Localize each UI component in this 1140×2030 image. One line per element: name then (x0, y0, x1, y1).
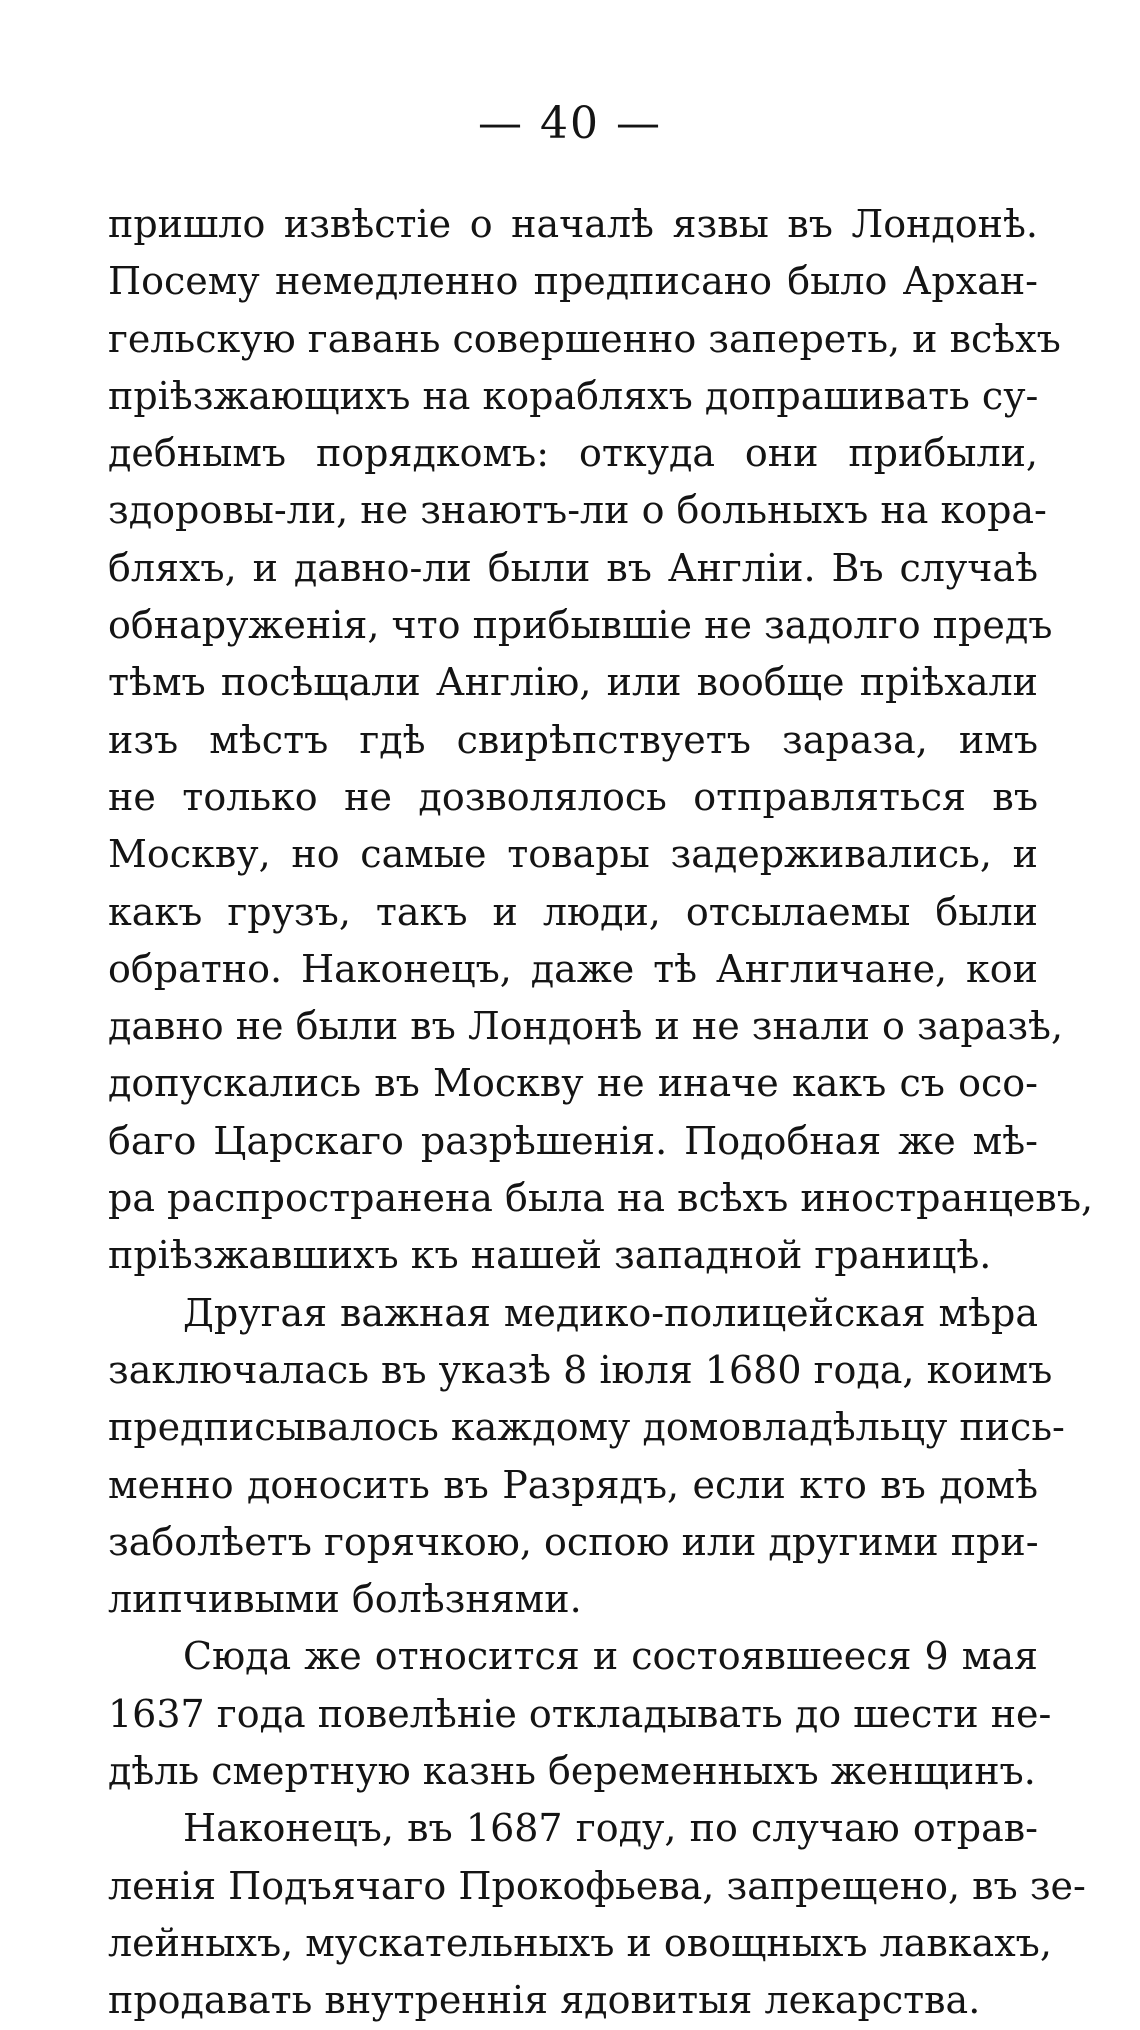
text-line: пришло извѣстіе о началѣ язвы въ Лондонѣ. (108, 202, 1038, 246)
text-line: Москву, но самые товары задерживались, и (108, 832, 1038, 877)
text-line: заболѣетъ горячкою, оспою или другими при- (108, 1519, 1039, 1564)
paragraph-end-line: продавать внутреннія ядовитыя лекарства. (108, 1978, 981, 2023)
page-number: — 40 — (478, 98, 662, 149)
text-line: лейныхъ, мускательныхъ и овощныхъ лавкахъ, (108, 1920, 1052, 1965)
text-line: допускались въ Москву не иначе какъ съ осо- (108, 1061, 1038, 1106)
body-text (108, 196, 1094, 2030)
paragraph-first-line: Другая важная медико-полицейская мѣра (183, 1290, 1038, 1335)
text-line: ра распространена была на всѣхъ иностранцевъ, (108, 1176, 1094, 1221)
text-line: предписывалось каждому домовладѣльцу пись- (108, 1405, 1065, 1450)
text-line: обнаруженія, что прибывшіе не задолго предъ (108, 603, 1053, 648)
text-line: здоровы-ли, не знаютъ-ли о больныхъ на кора- (108, 488, 1047, 533)
paragraph-end-line: дѣль смертную казнь беременныхъ женщинъ. (108, 1749, 1036, 1794)
paragraph-end-line: липчивыми болѣзнями. (108, 1577, 582, 1622)
text-line: не только не дозволялось отправляться въ (108, 774, 1038, 819)
text-line: баго Царскаго разрѣшенія. Подобная же мѣ- (108, 1118, 1038, 1163)
text-line: дебнымъ порядкомъ: откуда они прибыли, (108, 431, 1038, 476)
text-line: изъ мѣстъ гдѣ свирѣпствуетъ зараза, имъ (108, 717, 1038, 762)
text-line: бляхъ, и давно-ли были въ Англіи. Въ случаѣ (108, 545, 1038, 590)
paragraph-first-line: Сюда же относится и состоявшееся 9 мая (183, 1634, 1038, 1679)
text-line: 1637 года повелѣніе откладывать до шести не- (108, 1691, 1052, 1736)
text-line: давно не были въ Лондонѣ и не знали о заразѣ, (108, 1004, 1064, 1049)
paragraph-first-line: Наконецъ, въ 1687 году, по случаю отрав- (183, 1806, 1038, 1851)
text-line: тѣмъ посѣщали Англію, или вообще пріѣхали (108, 660, 1038, 705)
text-line: заключалась въ указѣ 8 іюля 1680 года, коимъ (108, 1347, 1053, 1392)
text-line: обратно. Наконецъ, даже тѣ Англичане, кои (108, 946, 1038, 991)
text-line: ленія Подъячаго Прокофьева, запрещено, въ зе- (108, 1863, 1086, 1908)
text-line: пріѣзжающихъ на корабляхъ допрашивать су- (108, 373, 1039, 418)
text-line: какъ грузъ, такъ и люди, отсылаемы были (108, 889, 1038, 934)
paragraph-end-line: пріѣзжавшихъ къ нашей западной границѣ. (108, 1233, 992, 1278)
text-line: гельскую гавань совершенно запереть, и всѣхъ (108, 316, 1061, 361)
text-line: менно доносить въ Разрядъ, если кто въ домѣ (108, 1462, 1038, 1507)
text-line: Посему немедленно предписано было Архан- (108, 259, 1038, 304)
